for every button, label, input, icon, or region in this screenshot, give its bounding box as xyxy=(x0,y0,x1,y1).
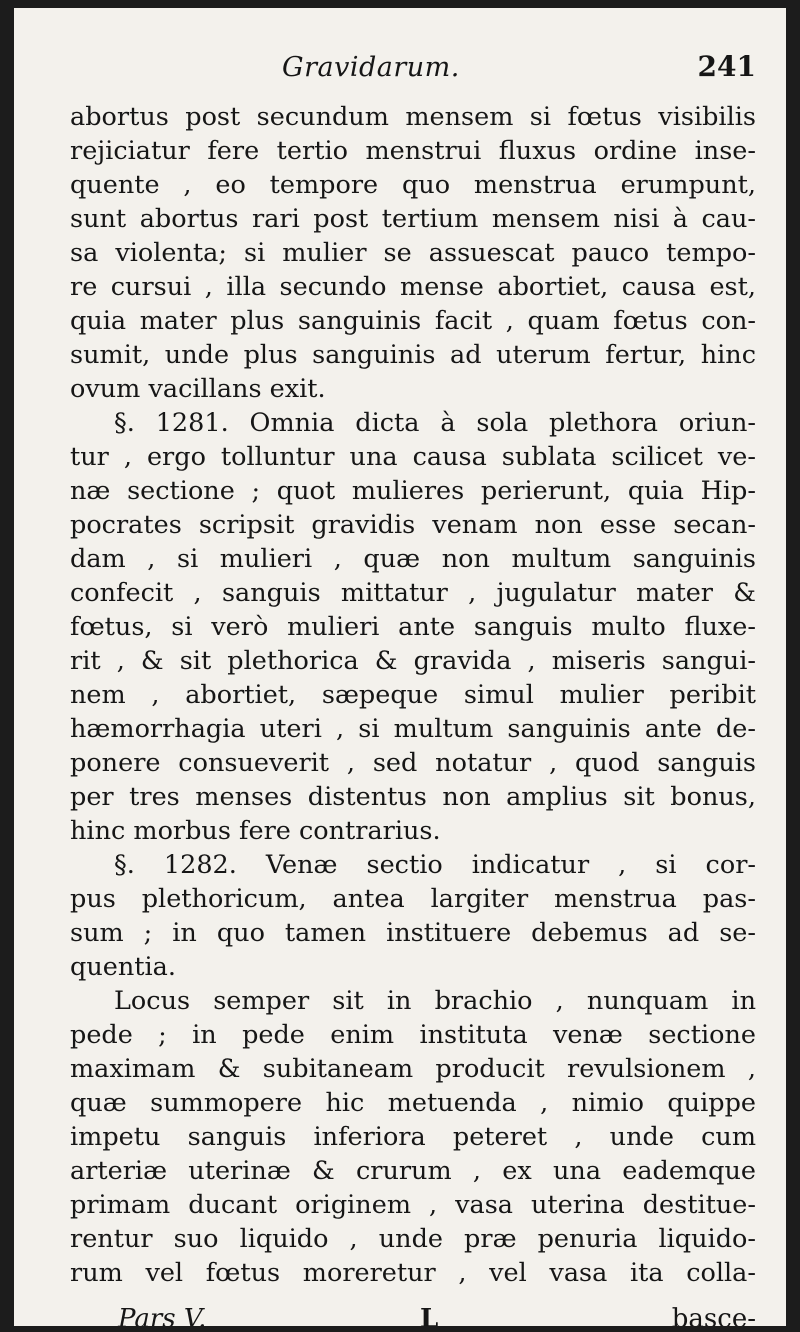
text-line: hæmorrhagia uteri , si multum sanguinis ante de- xyxy=(70,714,756,744)
paragraph xyxy=(70,406,756,848)
paragraph xyxy=(70,100,756,406)
text-line: rum vel fœtus moreretur , vel vasa ita colla- xyxy=(70,1258,756,1288)
text-block xyxy=(70,52,756,1326)
gathering-letter: L xyxy=(420,1304,439,1326)
text-line: pocrates scripsit gravidis venam non esse secan- xyxy=(70,510,756,540)
text-line: nem , abortiet, sæpeque simul mulier peribit xyxy=(70,680,756,710)
book-page xyxy=(14,8,786,1326)
text-line: abortus post secundum mensem si fœtus visibilis xyxy=(70,102,756,132)
text-line: ovum vacillans exit. xyxy=(70,374,326,404)
text-line: quæ summopere hic metuenda , nimio quippe xyxy=(70,1088,756,1118)
text-line: quia mater plus sanguinis facit , quam fœtus con- xyxy=(70,306,756,336)
text-line: dam , si mulieri , quæ non multum sanguinis xyxy=(70,544,756,574)
text-line: rit , & sit plethorica & gravida , miseris sangui- xyxy=(70,646,756,676)
text-line: maximam & subitaneam producit revulsionem , xyxy=(70,1054,756,1084)
running-title: Gravidarum. xyxy=(282,52,460,83)
text-line: sa violenta; si mulier se assuescat pauco tempo- xyxy=(70,238,756,268)
catchword: basce- xyxy=(671,1304,756,1326)
paragraph xyxy=(70,984,756,1290)
text-line: primam ducant originem , vasa uterina destitue- xyxy=(70,1190,756,1220)
text-line: per tres menses distentus non amplius sit bonus, xyxy=(70,782,756,812)
text-line: hinc morbus fere contrarius. xyxy=(70,816,441,846)
text-line: §. 1282. Venæ sectio indicatur , si cor- xyxy=(114,850,756,880)
text-line: pus plethoricum, antea largiter menstrua pas- xyxy=(70,884,756,914)
text-line: tur , ergo tolluntur una causa sublata scilicet ve- xyxy=(70,442,756,472)
paragraph xyxy=(70,848,756,984)
text-line: sum ; in quo tamen instituere debemus ad se- xyxy=(70,918,756,948)
text-line: quentia. xyxy=(70,952,176,982)
text-line: næ sectione ; quot mulieres perierunt, quia Hip- xyxy=(70,476,756,506)
text-line: impetu sanguis inferiora peteret , unde cum xyxy=(70,1122,756,1152)
page-header xyxy=(70,52,756,100)
text-line: re cursui , illa secundo mense abortiet, causa est, xyxy=(70,272,756,302)
text-line: rejiciatur fere tertio menstrui fluxus ordine inse- xyxy=(70,136,756,166)
page-footer xyxy=(70,1300,756,1326)
text-line: arteriæ uterinæ & crurum , ex una eademque xyxy=(70,1156,756,1186)
text-line: ponere consueverit , sed notatur , quod sanguis xyxy=(70,748,756,778)
text-line: confecit , sanguis mittatur , jugulatur mater & xyxy=(70,578,756,608)
text-line: sumit, unde plus sanguinis ad uterum fertur, hinc xyxy=(70,340,756,370)
text-line: quente , eo tempore quo menstrua erumpunt, xyxy=(70,170,756,200)
text-line: sunt abortus rari post tertium mensem nisi à cau- xyxy=(70,204,756,234)
page-number: 241 xyxy=(697,50,756,83)
signature-mark: Pars V. xyxy=(118,1304,207,1326)
text-line: rentur suo liquido , unde præ penuria liquido- xyxy=(70,1224,756,1254)
text-line: pede ; in pede enim instituta venæ sectione xyxy=(70,1020,756,1050)
text-line: Locus semper sit in brachio , nunquam in xyxy=(114,986,756,1016)
text-line: §. 1281. Omnia dicta à sola plethora oriun- xyxy=(114,408,756,438)
text-line: fœtus, si verò mulieri ante sanguis multo fluxe- xyxy=(70,612,756,642)
